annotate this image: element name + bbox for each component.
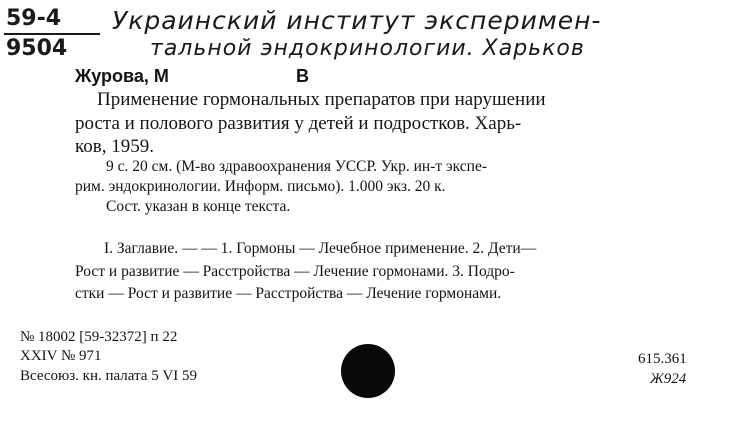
punch-hole [341,344,395,398]
title-line-2: роста и полового развития у детей и подростков. Харь- [75,113,522,134]
series-number: XXIV № 971 [20,348,102,364]
udc-code: 615.361 [638,351,687,367]
author-surname: Журова, М [75,66,169,86]
author-mark: Ж924 [650,371,687,387]
chamber-date: Всесоюз. кн. палата 5 VI 59 [20,368,198,384]
shelfmark-divider [4,33,100,35]
subject-line-2: Рост и развитие — Расстройства — Лечение гормонами. 3. Подро- [75,263,515,280]
handwritten-line-2: тальной эндокринологии. Харьков [150,36,585,61]
registry-number: № 18002 [59-32372] п 22 [20,329,178,345]
subject-line-3: стки — Рост и развитие — Расстройства — Лечение гормонами. [75,285,502,302]
subject-line-1: I. Заглавие. — — 1. Гормоны — Лечебное применение. 2. Дети— [104,240,537,257]
title-line-1: Применение гормональных препаратов при нарушении [97,89,546,110]
collation-line-2: рим. эндокринологии. Информ. письмо). 1.000 экз. 20 к. [75,178,446,195]
handwritten-line-1: Украинский институт эксперимен- [112,6,602,35]
title-line-3: ков, 1959. [75,136,154,157]
shelfmark-bottom: 9504 [6,36,68,61]
collation-line-1: 9 с. 20 см. (М-во здравоохранения УССР. Укр. ин-т экспе- [106,158,487,175]
shelfmark-top: 59-4 [6,6,62,31]
author-initial: В [296,66,309,86]
contents-note: Сост. указан в конце текста. [106,198,291,215]
